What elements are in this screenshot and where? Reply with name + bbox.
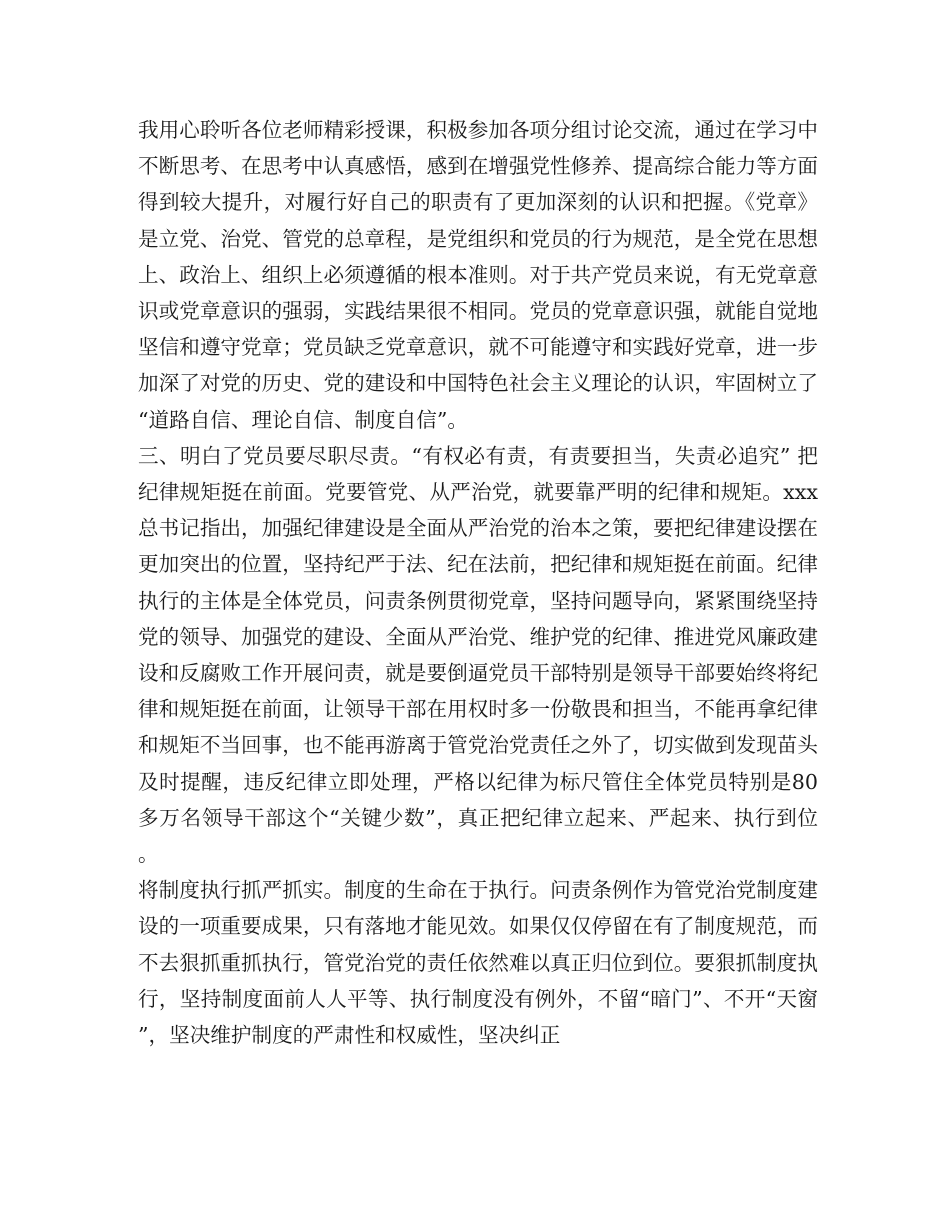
document-body [138,112,818,1053]
paragraph-system-execution: 将制度执行抓严抓实。制度的生命在于执行。问责条例作为管党治党制度建设的一项重要成果，只有落地才能见效。如果仅仅停留在有了制度规范，而不去狠抓重抓执行，管党治党的责任依然难以真正归位到位。要狠抓制度执行，坚持制度面前人人平等、执行制度没有例外，不留“暗门”、不开“天窗”，坚决维护制度的严肃性和权威性，坚决纠正 [138,878,818,1048]
paragraph-study-reflection: 我用心聆听各位老师精彩授课，积极参加各项分组讨论交流，通过在学习中不断思考、在思考中认真感悟，感到在增强党性修养、提高综合能力等方面得到较大提升，对履行好自己的职责有了更加深刻的认识和把握。《党章》是立党、治党、管党的总章程，是党组织和党员的行为规范，是全党在思想上、政治上、组织上必须遵循的根本准则。对于共产党员来说，有无党章意识或党章意识的强弱，实践结果很不相同。党员的党章意识强，就能自觉地坚信和遵守党章；党员缺乏党章意识，就不可能遵守和实践好党章，进一步加深了对党的历史、党的建设和中国特色社会主义理论的认识，牢固树立了“道路自信、理论自信、制度自信”。 [138,118,818,432]
paragraph-duty-responsibility: 三、明白了党员要尽职尽责。“有权必有责，有责要担当，失责必追究” 把纪律规矩挺在前面。党要管党、从严治党，就要靠严明的纪律和规矩。xxx总书记指出，加强纪律建设是全面从严治党的治本之策，要把纪律建设摆在更加突出的位置，坚持纪严于法、纪在法前，把纪律和规矩挺在前面。纪律执行的主体是全体党员，问责条例贯彻党章，坚持问题导向，紧紧围绕坚持党的领导、加强党的建设、全面从严治党、维护党的纪律、推进党风廉政建设和反腐败工作开展问责，就是要倒逼党员干部特别是领导干部要始终将纪律和规矩挺在前面，让领导干部在用权时多一份敬畏和担当，不能再拿纪律和规矩不当回事，也不能再游离于管党治党责任之外了，切实做到发现苗头及时提醒，违反纪律立即处理，严格以纪律为标尺管住全体党员特别是80多万名领导干部这个“关键少数”，真正把纪律立起来、严起来、执行到位。 [138,443,818,867]
